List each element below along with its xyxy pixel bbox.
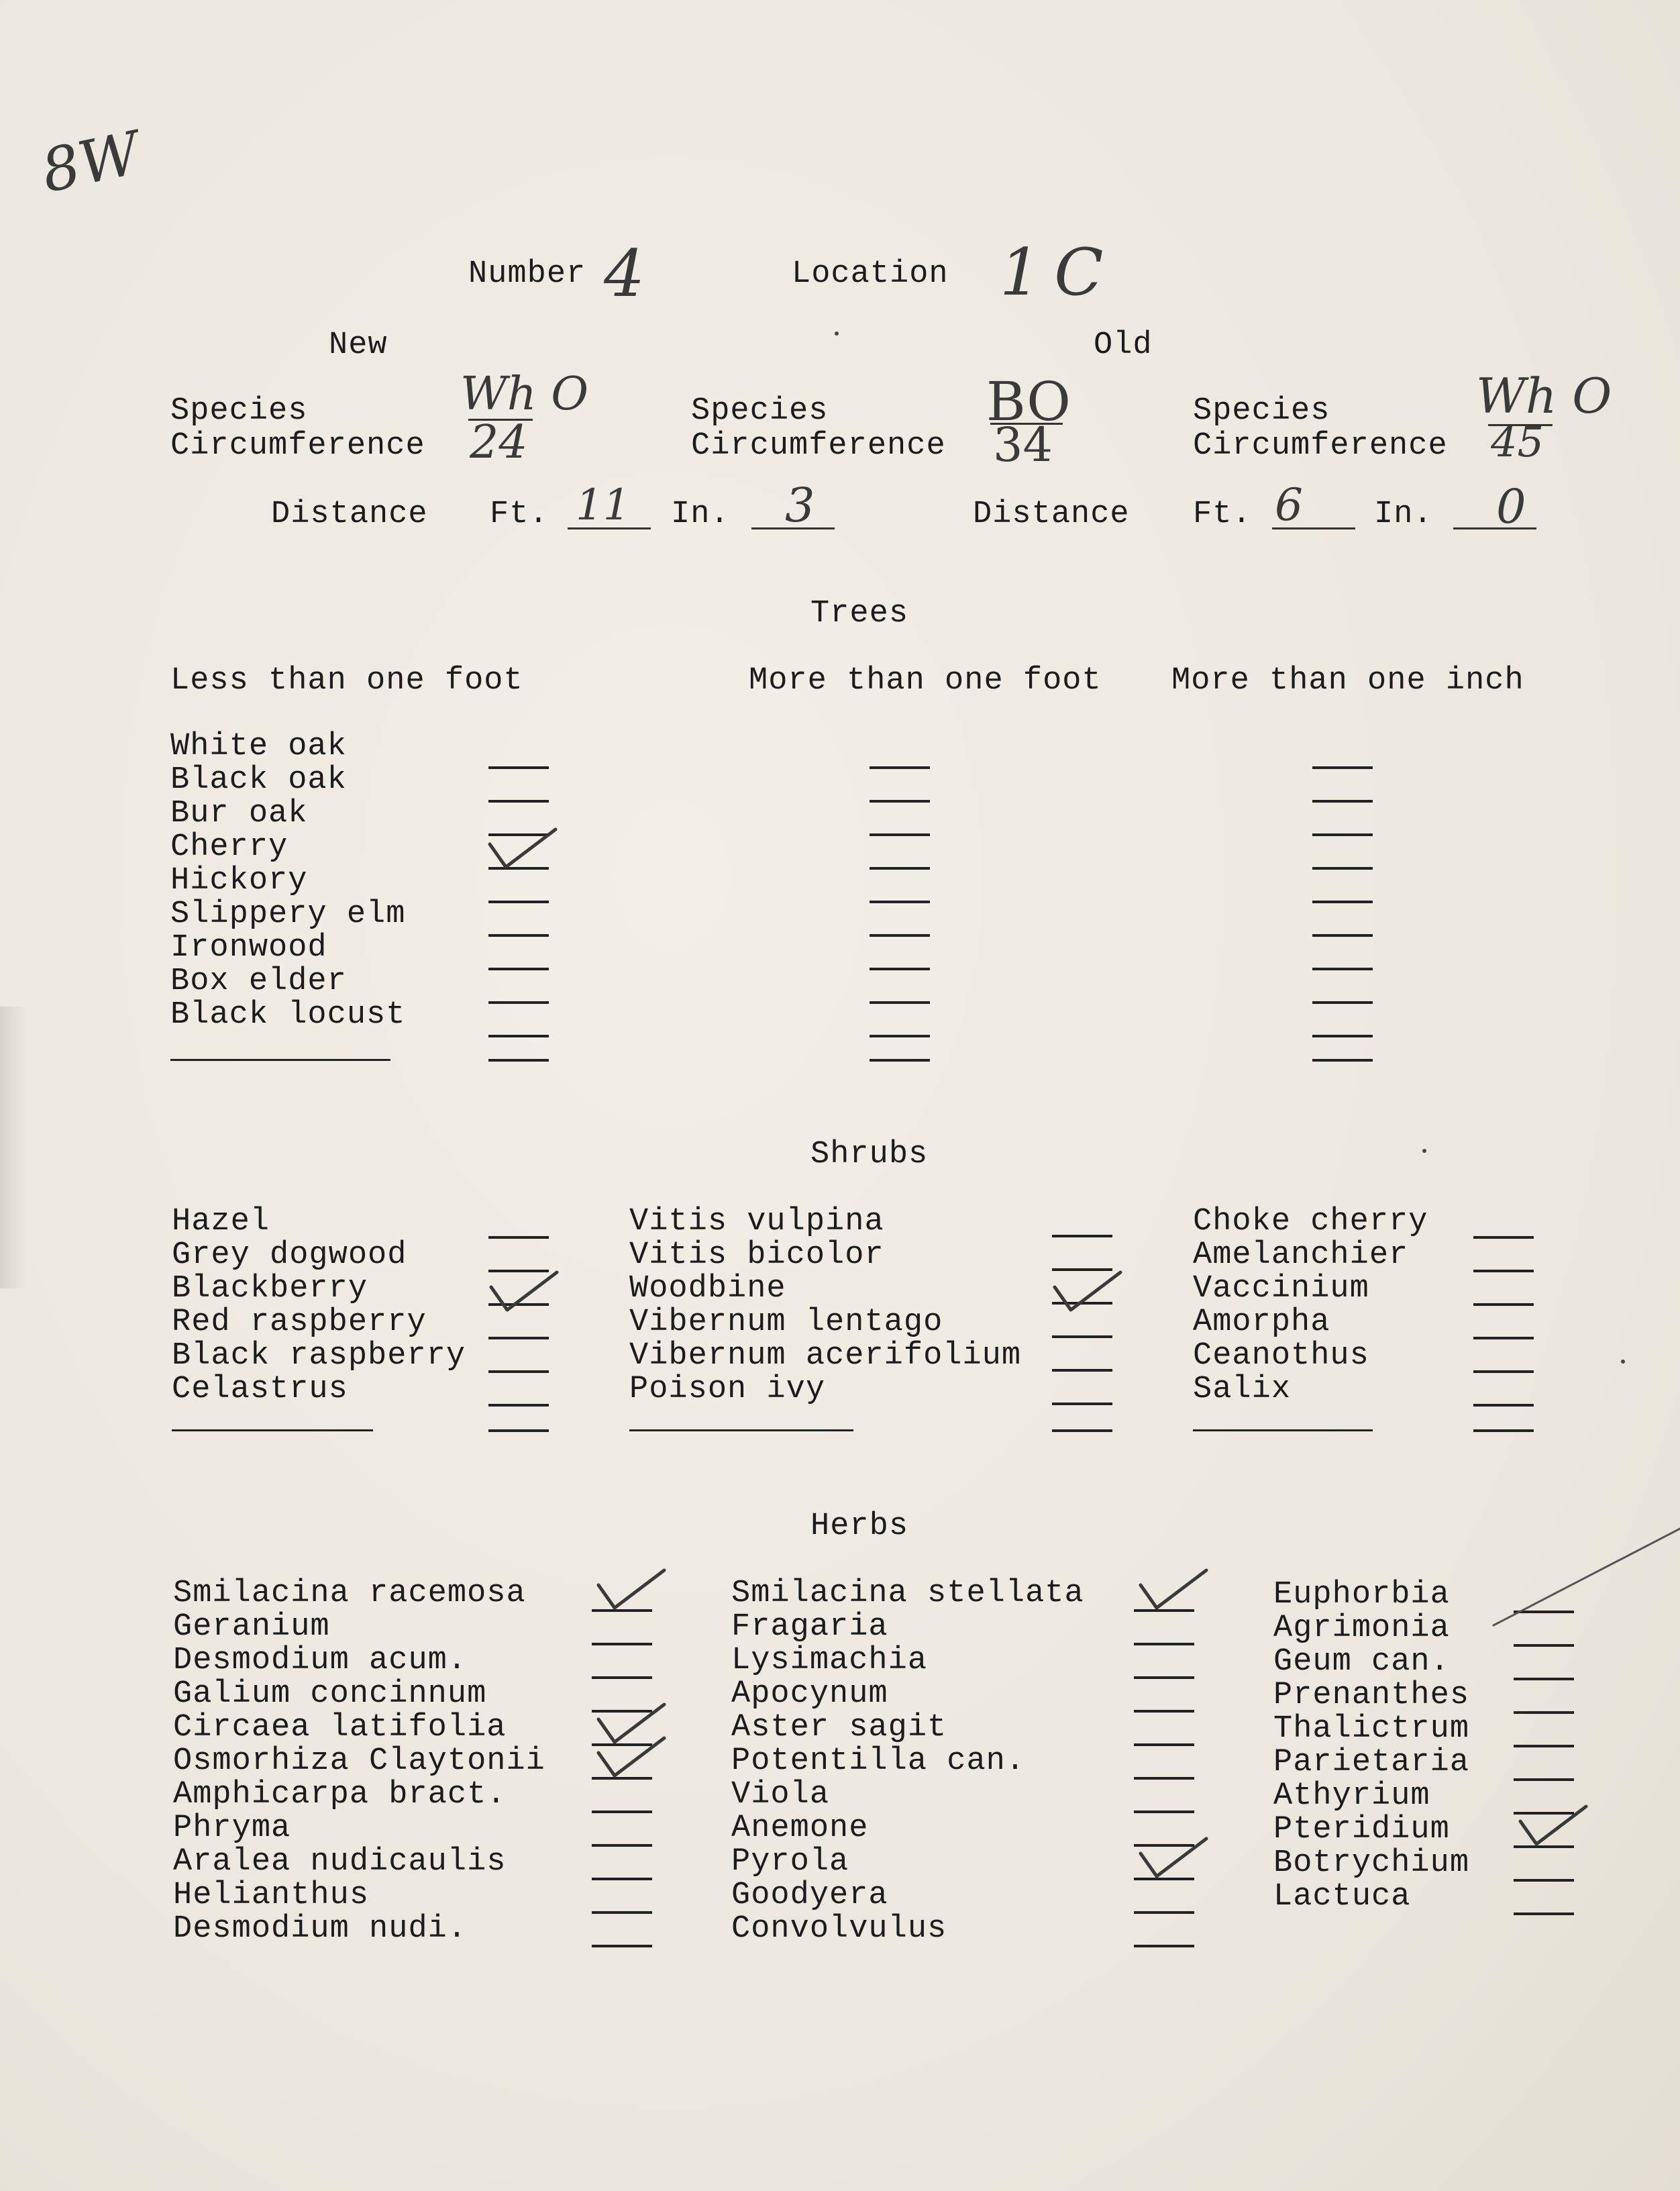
checkbox-blank[interactable] — [870, 1001, 930, 1004]
herb-name: Convolvulus — [731, 1911, 947, 1947]
shrub-name: Vitis bicolor — [629, 1237, 884, 1273]
circumference-underline — [468, 419, 533, 421]
circumference-value: 45 — [1491, 417, 1544, 466]
checkbox-blank[interactable] — [1473, 1404, 1534, 1407]
trees-col-header: Less than one foot — [170, 663, 523, 699]
herb-name: Anemone — [731, 1811, 869, 1846]
checkbox-blank[interactable] — [488, 1001, 549, 1004]
distance-label: Distance — [271, 497, 428, 532]
checkbox-blank[interactable] — [1134, 1945, 1194, 1947]
checkbox-blank[interactable] — [1134, 1811, 1194, 1813]
new-label: New — [329, 327, 388, 363]
checkbox-blank[interactable] — [870, 934, 930, 937]
shrub-name: Vibernum acerifolium — [629, 1338, 1022, 1374]
shrub-name: Celastrus — [172, 1372, 348, 1407]
herb-name: Lysimachia — [731, 1643, 928, 1678]
checkbox-blank[interactable] — [488, 766, 549, 769]
herb-name: Agrimonia — [1273, 1611, 1450, 1646]
herb-name: Viola — [731, 1777, 830, 1813]
tree-name: Black oak — [170, 762, 347, 798]
checkbox-blank[interactable] — [1312, 1035, 1373, 1037]
checkbox-blank[interactable] — [1052, 1369, 1112, 1372]
checkbox-blank[interactable] — [1473, 1370, 1534, 1373]
herb-name: Prenanthes — [1273, 1678, 1470, 1713]
tree-name: Slippery elm — [170, 897, 406, 932]
shrub-name: Red raspberry — [172, 1305, 427, 1340]
herb-name: Lactuca — [1273, 1879, 1411, 1915]
trees-col-header: More than one foot — [749, 663, 1102, 699]
checkbox-blank[interactable] — [1312, 901, 1373, 903]
herb-name: Smilacina racemosa — [173, 1576, 526, 1611]
checkbox-blank[interactable] — [592, 1676, 652, 1679]
checkbox-blank[interactable] — [1134, 1643, 1194, 1645]
checkbox-blank[interactable] — [1312, 833, 1373, 836]
herb-name: Osmorhiza Claytonii — [173, 1743, 545, 1779]
herb-name: Aster sagit — [731, 1710, 947, 1745]
checkbox-blank[interactable] — [1134, 1911, 1194, 1914]
species-value: Wh O — [1476, 368, 1612, 424]
in-label: In. — [671, 497, 730, 532]
tree-name: Cherry — [170, 829, 288, 865]
tree-name: Hickory — [170, 863, 308, 899]
checkbox-blank[interactable] — [592, 1811, 652, 1813]
checkbox-blank[interactable] — [1312, 867, 1373, 870]
herb-name: Athyrium — [1273, 1778, 1430, 1814]
species-label: Species — [170, 393, 308, 429]
checkbox-blank[interactable] — [1473, 1337, 1534, 1339]
herb-name: Aralea nudicaulis — [173, 1844, 507, 1880]
shrub-name: Amelanchier — [1193, 1237, 1409, 1273]
species-label: Species — [1193, 393, 1330, 429]
shrub-name: Choke cherry — [1193, 1204, 1428, 1239]
checkbox-blank[interactable] — [1134, 1743, 1194, 1746]
checkbox-blank[interactable] — [870, 867, 930, 870]
write-in-line[interactable] — [172, 1429, 373, 1431]
ft-value: 6 — [1275, 479, 1303, 531]
herb-name: Goodyera — [731, 1878, 888, 1913]
checkbox-blank[interactable] — [488, 1059, 549, 1062]
checkbox-blank[interactable] — [1473, 1270, 1534, 1272]
checkbox-blank[interactable] — [488, 1404, 549, 1407]
ft-value: 11 — [576, 480, 631, 530]
circumference-value: 34 — [993, 417, 1053, 472]
herb-name: Euphorbia — [1273, 1577, 1450, 1613]
herb-name: Smilacina stellata — [731, 1576, 1084, 1611]
checkbox-blank[interactable] — [1473, 1236, 1534, 1239]
checkbox-blank[interactable] — [1514, 1644, 1574, 1647]
checkbox-blank[interactable] — [488, 1337, 549, 1339]
check-mark-icon — [487, 1268, 561, 1315]
ft-label: Ft. — [490, 497, 549, 532]
checkbox-blank[interactable] — [870, 766, 930, 769]
circumference-label: Circumference — [1193, 428, 1448, 464]
herbs-title: Herbs — [810, 1509, 909, 1544]
write-in-line[interactable] — [629, 1429, 853, 1431]
shrub-name: Hazel — [172, 1204, 270, 1239]
circumference-underline — [1488, 424, 1553, 426]
herb-name: Galium concinnum — [173, 1676, 487, 1712]
checkbox-blank[interactable] — [870, 901, 930, 903]
herb-name: Parietaria — [1273, 1745, 1470, 1780]
checkbox-blank[interactable] — [1052, 1429, 1112, 1432]
checkbox-blank[interactable] — [870, 1059, 930, 1062]
checkbox-blank[interactable] — [1514, 1678, 1574, 1680]
number-value: 4 — [604, 236, 645, 311]
checkbox-blank[interactable] — [488, 968, 549, 970]
shrub-name: Vibernum lentago — [629, 1305, 943, 1340]
number-label: Number — [468, 256, 586, 292]
trees-title: Trees — [810, 596, 909, 631]
herb-name: Circaea latifolia — [173, 1710, 507, 1745]
margin-note: 8W — [35, 117, 146, 207]
write-in-line[interactable] — [170, 1059, 390, 1061]
checkbox-blank[interactable] — [1514, 1745, 1574, 1747]
in-underline — [1453, 527, 1536, 529]
herb-name: Apocynum — [731, 1676, 888, 1712]
check-mark-icon — [594, 1566, 668, 1613]
in-value: 3 — [785, 478, 815, 533]
checkbox-blank[interactable] — [592, 1911, 652, 1914]
checkbox-blank[interactable] — [488, 934, 549, 937]
circumference-label: Circumference — [170, 428, 425, 464]
check-mark-icon — [1051, 1268, 1124, 1315]
herb-name: Helianthus — [173, 1878, 370, 1913]
circumference-label: Circumference — [691, 428, 946, 464]
herb-name: Amphicarpa bract. — [173, 1777, 507, 1813]
checkbox-blank[interactable] — [1514, 1711, 1574, 1714]
shrub-name: Woodbine — [629, 1271, 786, 1307]
in-label: In. — [1374, 497, 1433, 532]
location-label: Location — [792, 256, 949, 292]
tree-name: White oak — [170, 729, 347, 764]
checkbox-blank[interactable] — [488, 1035, 549, 1037]
checkbox-blank[interactable] — [1514, 1879, 1574, 1882]
ft-underline — [1272, 527, 1355, 529]
location-value: 1C — [1000, 235, 1117, 310]
species-label: Species — [691, 393, 829, 429]
shrub-name: Poison ivy — [629, 1372, 826, 1407]
checkbox-blank[interactable] — [1134, 1710, 1194, 1713]
check-mark-icon — [594, 1734, 668, 1781]
check-mark-icon — [1137, 1835, 1210, 1882]
check-mark-icon — [1137, 1566, 1210, 1613]
checkbox-blank[interactable] — [1473, 1429, 1534, 1432]
checkbox-blank[interactable] — [488, 1429, 549, 1432]
in-value: 0 — [1496, 479, 1526, 534]
checkbox-blank[interactable] — [870, 968, 930, 970]
herb-name: Fragaria — [731, 1609, 888, 1645]
old-label: Old — [1094, 327, 1153, 363]
paper-speck — [835, 332, 839, 336]
checkbox-blank[interactable] — [592, 1643, 652, 1645]
herb-name: Desmodium acum. — [173, 1643, 468, 1678]
shrub-name: Amorpha — [1193, 1305, 1330, 1340]
ft-underline — [568, 527, 651, 529]
checkbox-blank[interactable] — [870, 833, 930, 836]
herb-name: Geum can. — [1273, 1644, 1450, 1680]
checkbox-blank[interactable] — [592, 1844, 652, 1847]
checkbox-blank[interactable] — [488, 1236, 549, 1239]
in-underline — [751, 527, 835, 529]
herb-name: Geranium — [173, 1609, 330, 1645]
species-value: BO — [986, 370, 1071, 433]
shrub-name: Vaccinium — [1193, 1271, 1369, 1307]
checkbox-blank[interactable] — [1052, 1403, 1112, 1405]
tree-name: Bur oak — [170, 796, 308, 831]
tree-name: Box elder — [170, 964, 347, 999]
shrub-name: Blackberry — [172, 1271, 368, 1307]
checkbox-blank[interactable] — [1052, 1235, 1112, 1237]
shrub-name: Vitis vulpina — [629, 1204, 884, 1239]
checkbox-blank[interactable] — [1514, 1778, 1574, 1781]
checkbox-blank[interactable] — [488, 1370, 549, 1373]
check-mark-icon — [486, 825, 560, 872]
checkbox-blank[interactable] — [870, 800, 930, 803]
shrub-name: Salix — [1193, 1372, 1292, 1407]
tree-name: Ironwood — [170, 930, 327, 966]
checkbox-blank[interactable] — [1312, 766, 1373, 769]
checkbox-blank[interactable] — [1134, 1676, 1194, 1679]
checkbox-blank[interactable] — [1312, 1059, 1373, 1062]
circumference-underline — [990, 423, 1063, 425]
paper-speck — [1422, 1149, 1426, 1153]
checkbox-blank[interactable] — [488, 800, 549, 803]
checkbox-blank[interactable] — [1312, 1001, 1373, 1004]
circumference-value: 24 — [470, 416, 528, 469]
trees-col-header: More than one inch — [1171, 663, 1524, 699]
herb-name: Pyrola — [731, 1844, 849, 1880]
shrub-name: Grey dogwood — [172, 1237, 407, 1273]
herb-name: Potentilla can. — [731, 1743, 1026, 1779]
shrub-name: Ceanothus — [1193, 1338, 1369, 1374]
checkbox-blank[interactable] — [1052, 1335, 1112, 1338]
checkbox-blank[interactable] — [1134, 1777, 1194, 1780]
checkbox-blank[interactable] — [592, 1945, 652, 1947]
checkbox-blank[interactable] — [870, 1035, 930, 1037]
pencil-stroke — [1489, 1523, 1680, 1631]
checkbox-blank[interactable] — [1312, 934, 1373, 937]
checkbox-blank[interactable] — [592, 1878, 652, 1880]
checkbox-blank[interactable] — [1514, 1913, 1574, 1915]
write-in-line[interactable] — [1193, 1429, 1373, 1431]
paper-stain — [0, 1007, 27, 1288]
tree-name: Black locust — [170, 997, 406, 1033]
checkbox-blank[interactable] — [1312, 800, 1373, 803]
ft-label: Ft. — [1193, 497, 1252, 532]
checkbox-blank[interactable] — [488, 901, 549, 903]
herb-name: Pteridium — [1273, 1812, 1450, 1847]
checkbox-blank[interactable] — [1473, 1303, 1534, 1306]
shrub-name: Black raspberry — [172, 1338, 466, 1374]
check-mark-icon — [1516, 1802, 1590, 1849]
herb-name: Thalictrum — [1273, 1711, 1470, 1747]
herb-name: Phryma — [173, 1811, 291, 1846]
checkbox-blank[interactable] — [1312, 968, 1373, 970]
herb-name: Desmodium nudi. — [173, 1911, 468, 1947]
species-value: Wh O — [460, 368, 589, 421]
herb-name: Botrychium — [1273, 1845, 1470, 1881]
shrubs-title: Shrubs — [810, 1137, 929, 1172]
paper-speck — [1621, 1360, 1625, 1364]
distance-label: Distance — [973, 497, 1130, 532]
